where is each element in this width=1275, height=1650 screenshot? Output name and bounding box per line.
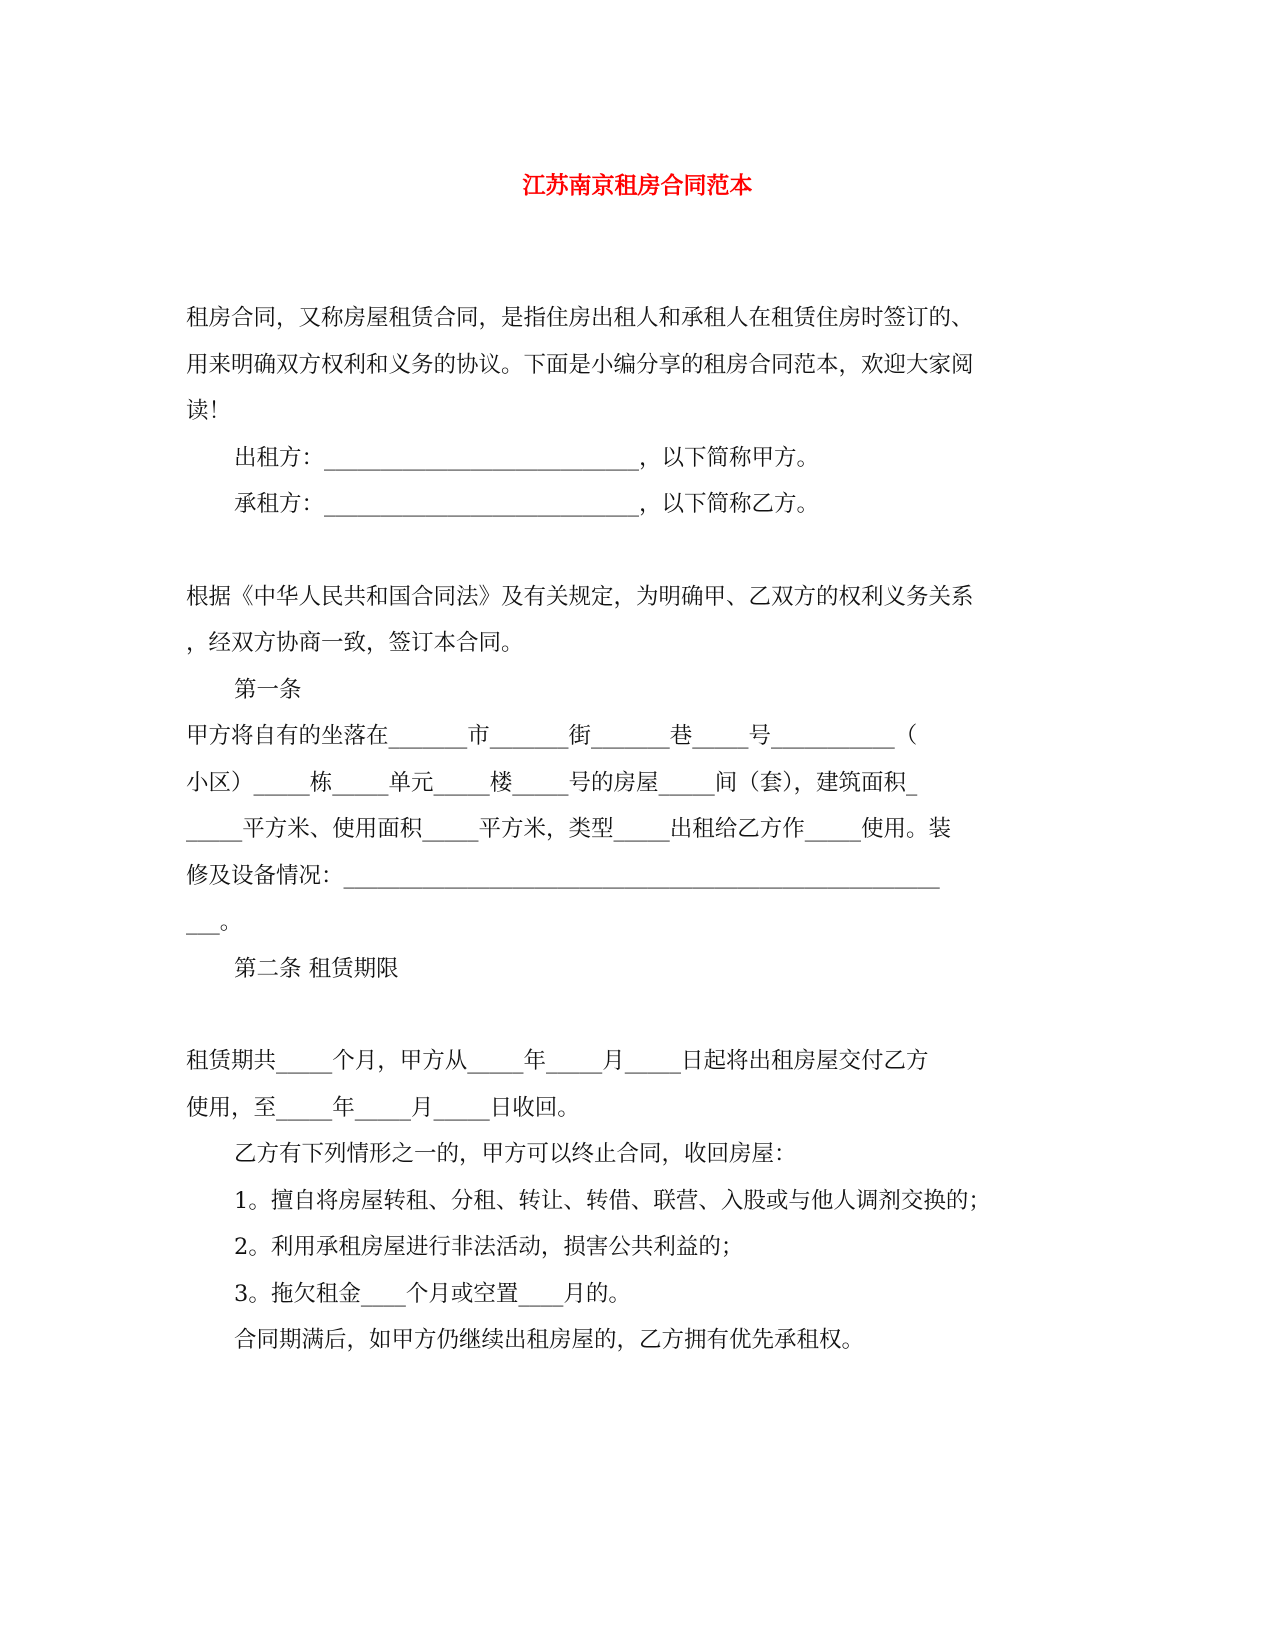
- article-1-line-5: ___。: [186, 909, 243, 935]
- article-1-line-2: 小区）_____栋_____单元_____楼_____号的房屋_____间（套），建筑面积_: [186, 770, 918, 796]
- intro-line-2: 用来明确双方权利和义务的协议。下面是小编分享的租房合同范本，欢迎大家阅: [186, 352, 974, 378]
- termination-intro: 乙方有下列情形之一的，甲方可以终止合同，收回房屋：: [234, 1141, 797, 1167]
- renewal-clause: 合同期满后，如甲方仍继续出租房屋的，乙方拥有优先承租权。: [234, 1327, 865, 1353]
- termination-item-1: 1。擅自将房屋转租、分租、转让、转借、联营、入股或与他人调剂交换的；: [234, 1188, 991, 1214]
- termination-item-2: 2。利用承租房屋进行非法活动，损害公共利益的；: [234, 1234, 744, 1260]
- article-1-line-3: _____平方米、使用面积_____平方米，类型_____出租给乙方作_____使用。装: [186, 816, 952, 842]
- article-1-heading: 第一条: [234, 677, 302, 703]
- term-line-1: 租赁期共_____个月，甲方从_____年_____月_____日起将出租房屋交付乙方: [186, 1048, 929, 1074]
- term-line-2: 使用，至_____年_____月_____日收回。: [186, 1095, 580, 1121]
- article-2-heading: 第二条 租赁期限: [234, 956, 399, 982]
- intro-line-3: 读！: [186, 398, 232, 424]
- termination-item-3: 3。拖欠租金____个月或空置____月的。: [234, 1281, 631, 1307]
- basis-line-1: 根据《中华人民共和国合同法》及有关规定，为明确甲、乙双方的权利义务关系: [186, 584, 974, 610]
- document-title: 江苏南京租房合同范本: [522, 172, 753, 199]
- lessor-line: 出租方：____________________________，以下简称甲方。: [234, 445, 820, 471]
- lessee-line: 承租方：____________________________，以下简称乙方。: [234, 491, 820, 517]
- basis-line-2: ，经双方协商一致，签订本合同。: [186, 630, 524, 656]
- intro-line-1: 租房合同，又称房屋租赁合同，是指住房出租人和承租人在租赁住房时签订的、: [186, 305, 974, 331]
- article-1-line-1: 甲方将自有的坐落在_______市_______街_______巷_____号___________（: [186, 723, 918, 749]
- article-1-line-4: 修及设备情况：_____________________________________________________: [186, 863, 940, 889]
